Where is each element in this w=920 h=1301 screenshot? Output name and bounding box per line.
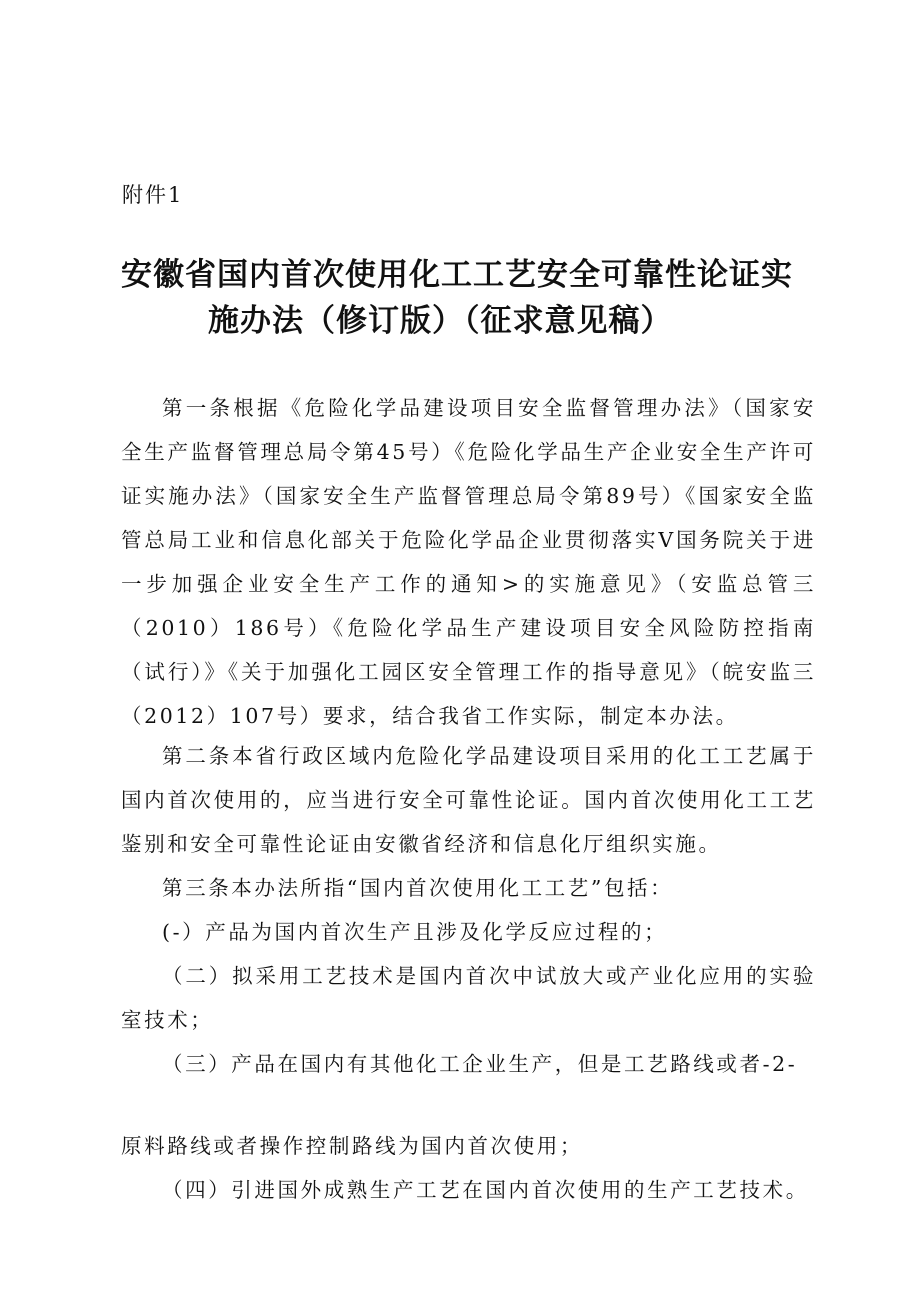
article-1: 第一条根据《危险化学品建设项目安全监督管理办法》（国家安全生产监督管理总局令第45号）《危险化学品生产企业安全生产许可证实施办法》（国家安全生产监督管理总局令第89号）《国家安全监管总局工业和信息化部关于危险化学品企业贯彻落实V国务院关于进一步加强企业安全生产工作的通知>的实施意见》（安监总管三（2010）186号）《危险化学品生产建设项目安全风险防控指南（试行）》《关于加强化工园区安全管理工作的指导意见》（皖安监三（2012）107号）要求，结合我省工作实际，制定本办法。: [121, 396, 816, 728]
attachment-label: 附件1: [122, 183, 184, 207]
document-title-line-2: 施办法（修订版）（征求意见稿）: [208, 303, 673, 339]
article-2: 第二条本省行政区域内危险化学品建设项目采用的化工工艺属于国内首次使用的，应当进行安全可靠性论证。国内首次使用化工工艺鉴别和安全可靠性论证由安徽省经济和信息化厅组织实施。: [121, 744, 816, 856]
article-3-item-4: （四）引进国外成熟生产工艺在国内首次使用的生产工艺技术。: [162, 1178, 809, 1202]
article-3: 第三条本办法所指“国内首次使用化工工艺”包括：: [162, 876, 674, 900]
article-3-item-2: （二）拟采用工艺技术是国内首次中试放大或产业化应用的实验室技术；: [121, 964, 816, 1032]
article-3-item-1: (-）产品为国内首次生产且涉及化学反应过程的；: [162, 920, 668, 944]
article-3-item-3-continued: 原料路线或者操作控制路线为国内首次使用；: [121, 1134, 583, 1158]
document-title-line-1: 安徽省国内首次使用化工工艺安全可靠性论证实: [121, 257, 793, 293]
article-3-item-3: （三）产品在国内有其他化工企业生产，但是工艺路线或者-2-: [162, 1052, 798, 1076]
